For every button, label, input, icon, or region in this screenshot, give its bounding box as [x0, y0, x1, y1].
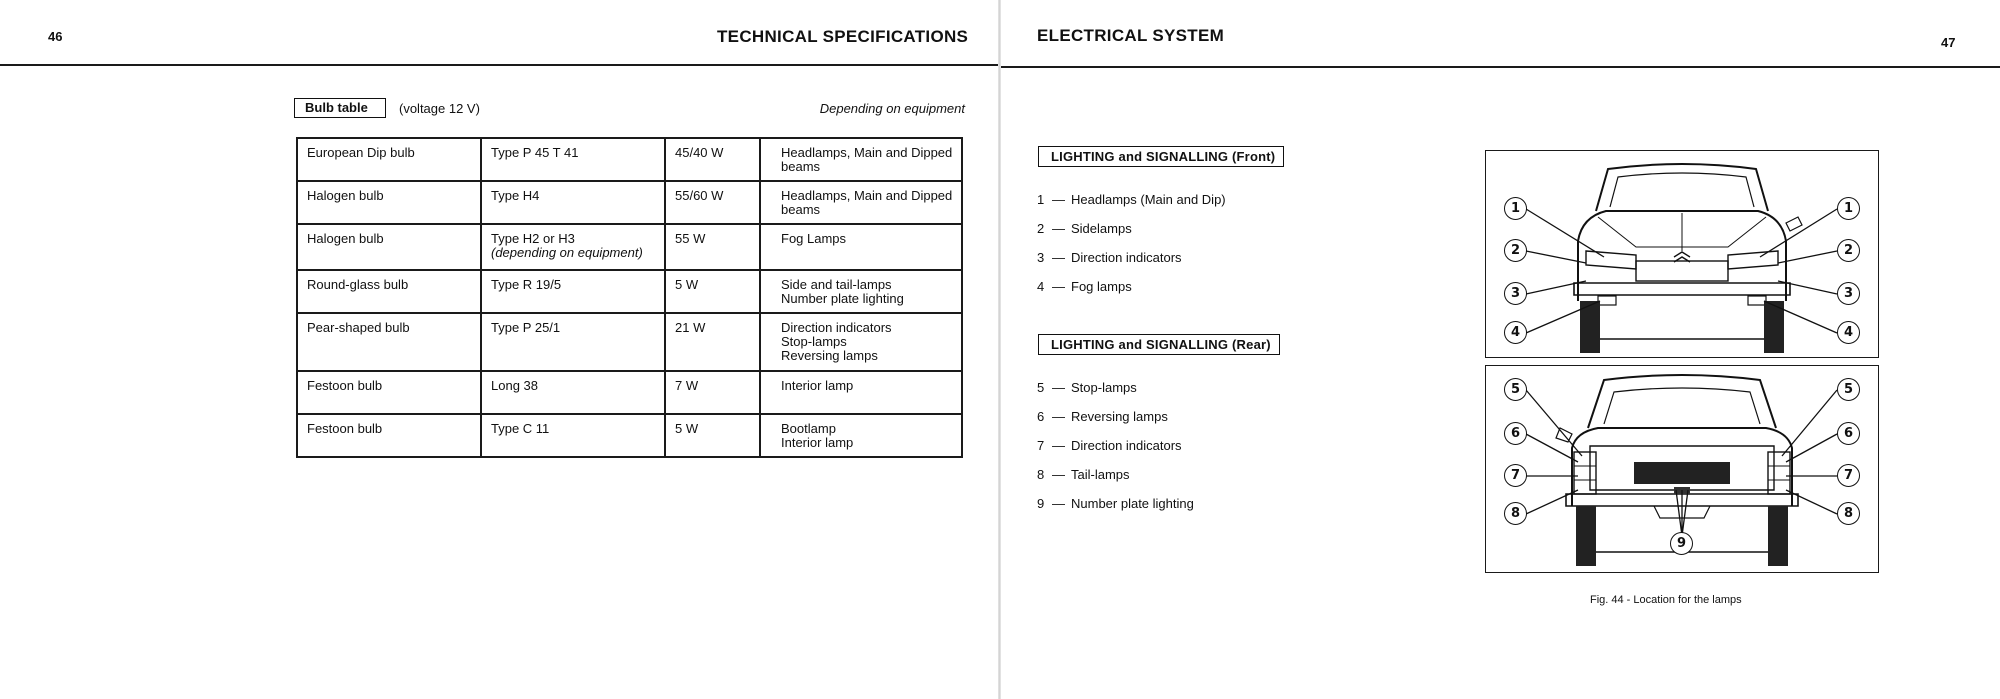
bulb-name-cell: European Dip bulb	[297, 138, 481, 181]
bulb-use-line: Bootlamp	[781, 421, 836, 436]
bulb-name-cell: Halogen bulb	[297, 224, 481, 270]
bulb-type-cell	[481, 371, 665, 414]
callout-number: 8	[1837, 502, 1860, 525]
front-car-drawing	[1486, 151, 1878, 357]
page-number-left: 46	[48, 29, 63, 44]
bulb-name-cell: Festoon bulb	[297, 414, 481, 457]
bulb-power-cell: 7 W	[665, 371, 760, 414]
legend-item	[1037, 380, 1194, 409]
callout-circle	[1837, 239, 1860, 262]
legend-dash: —	[1052, 380, 1065, 395]
front-lighting-title: LIGHTING and SIGNALLING (Front)	[1038, 146, 1284, 167]
bulb-use-line: Direction indicators	[781, 320, 892, 335]
bulb-power-cell: 55 W	[665, 224, 760, 270]
callout-circle	[1837, 464, 1860, 487]
callout-circle	[1504, 239, 1527, 262]
section-header-technical-specifications: TECHNICAL SPECIFICATIONS	[717, 27, 969, 46]
callout-number: 2	[1837, 239, 1860, 262]
callout-circle	[1837, 502, 1860, 525]
bulb-use-cell	[760, 313, 962, 371]
bulb-use-cell	[760, 270, 962, 313]
legend-num: 6	[1037, 409, 1045, 424]
bulb-use-cell	[760, 224, 962, 270]
legend-dash: —	[1052, 250, 1065, 265]
bulb-power-cell: 55/60 W	[665, 181, 760, 224]
bulb-table-row	[297, 414, 962, 457]
callout-number: 1	[1837, 197, 1860, 220]
bulb-table-row	[297, 138, 962, 181]
figure-caption: Fig. 44 - Location for the lamps	[1590, 594, 1742, 606]
legend-num: 9	[1037, 496, 1045, 511]
bulb-type: Type C 11	[491, 421, 550, 436]
page-number-right: 47	[1941, 35, 1956, 50]
bulb-use-line: Headlamps, Main and Dipped	[781, 145, 953, 160]
bulb-power-cell: 5 W	[665, 270, 760, 313]
bulb-table-label: Bulb table	[294, 98, 386, 118]
bulb-use-line: Number plate lighting	[781, 291, 904, 306]
callout-number: 6	[1837, 422, 1860, 445]
bulb-type-cell	[481, 414, 665, 457]
bulb-use-line: Side and tail-lamps	[781, 277, 892, 292]
bulb-type-cell	[481, 270, 665, 313]
callout-circle	[1504, 321, 1527, 344]
rear-lamp-legend	[1037, 380, 1194, 525]
callout-number: 7	[1504, 464, 1527, 487]
bulb-table-row	[297, 181, 962, 224]
legend-num: 1	[1037, 192, 1045, 207]
callout-circle	[1504, 464, 1527, 487]
callout-circle	[1504, 378, 1527, 401]
bulb-type-note: (depending on equipment)	[491, 245, 643, 260]
equipment-note: Depending on equipment	[819, 101, 965, 116]
bulb-use-line: Fog Lamps	[781, 231, 847, 246]
bulb-table-row	[297, 313, 962, 371]
left-page	[0, 0, 998, 699]
legend-item	[1037, 192, 1226, 221]
bulb-power-cell: 21 W	[665, 313, 760, 371]
legend-num: 4	[1037, 279, 1045, 294]
bulb-type: Type H2 or H3	[491, 231, 575, 246]
header-rule-right	[1001, 66, 2000, 68]
legend-num: 2	[1037, 221, 1045, 236]
legend-label: Direction indicators	[1071, 250, 1182, 265]
legend-label: Tail-lamps	[1071, 467, 1130, 482]
legend-label: Reversing lamps	[1071, 409, 1168, 424]
callout-circle	[1837, 321, 1860, 344]
callout-number: 2	[1504, 239, 1527, 262]
callout-number: 9	[1670, 532, 1693, 555]
callout-number: 4	[1504, 321, 1527, 344]
legend-item	[1037, 279, 1226, 308]
legend-item	[1037, 409, 1194, 438]
bulb-use-line: Stop-lamps	[781, 334, 847, 349]
legend-num: 5	[1037, 380, 1045, 395]
legend-dash: —	[1052, 192, 1065, 207]
bulb-table-row	[297, 270, 962, 313]
bulb-type: Type R 19/5	[491, 277, 562, 292]
bulb-use-line: beams	[781, 159, 821, 174]
front-lamp-legend	[1037, 192, 1226, 308]
callout-circle	[1837, 422, 1860, 445]
callout-circle	[1837, 197, 1860, 220]
bulb-use-line: Interior lamp	[781, 378, 854, 393]
bulb-use-cell	[760, 371, 962, 414]
bulb-type-cell	[481, 224, 665, 270]
callout-circle	[1670, 532, 1693, 555]
bulb-use-cell	[760, 414, 962, 457]
legend-label: Sidelamps	[1071, 221, 1132, 236]
callout-circle	[1504, 502, 1527, 525]
callout-circle	[1504, 197, 1527, 220]
bulb-power-cell: 5 W	[665, 414, 760, 457]
callout-number: 3	[1504, 282, 1527, 305]
callout-number: 5	[1504, 378, 1527, 401]
bulb-type: Type P 45 T 41	[491, 145, 579, 160]
legend-num: 3	[1037, 250, 1045, 265]
callout-number: 5	[1837, 378, 1860, 401]
callout-number: 3	[1837, 282, 1860, 305]
bulb-use-line: beams	[781, 202, 821, 217]
rear-car-figure	[1485, 365, 1879, 573]
bulb-type-cell	[481, 313, 665, 371]
bulb-type-cell	[481, 181, 665, 224]
legend-dash: —	[1052, 438, 1065, 453]
callout-circle	[1504, 422, 1527, 445]
bulb-table	[296, 137, 963, 458]
legend-item	[1037, 250, 1226, 279]
front-car-figure	[1485, 150, 1879, 358]
legend-num: 8	[1037, 467, 1045, 482]
callout-number: 8	[1504, 502, 1527, 525]
bulb-use-cell	[760, 138, 962, 181]
legend-dash: —	[1052, 496, 1065, 511]
legend-label: Number plate lighting	[1071, 496, 1194, 511]
rear-lighting-title: LIGHTING and SIGNALLING (Rear)	[1038, 334, 1280, 355]
legend-item	[1037, 221, 1226, 250]
bulb-name-cell: Round-glass bulb	[297, 270, 481, 313]
bulb-table-row	[297, 371, 962, 414]
legend-item	[1037, 467, 1194, 496]
voltage-note: (voltage 12 V)	[399, 101, 480, 116]
bulb-type: Type P 25/1	[491, 320, 561, 335]
callout-number: 4	[1837, 321, 1860, 344]
bulb-table-row	[297, 224, 962, 270]
legend-dash: —	[1052, 221, 1065, 236]
callout-number: 6	[1504, 422, 1527, 445]
bulb-power-cell: 45/40 W	[665, 138, 760, 181]
bulb-use-line: Headlamps, Main and Dipped	[781, 188, 953, 203]
bulb-name-cell: Halogen bulb	[297, 181, 481, 224]
bulb-use-line: Interior lamp	[781, 435, 854, 450]
legend-label: Stop-lamps	[1071, 380, 1137, 395]
callout-number: 7	[1837, 464, 1860, 487]
legend-label: Direction indicators	[1071, 438, 1182, 453]
header-rule-left	[0, 64, 998, 66]
bulb-use-line: Reversing lamps	[781, 348, 878, 363]
legend-dash: —	[1052, 279, 1065, 294]
callout-circle	[1504, 282, 1527, 305]
legend-dash: —	[1052, 409, 1065, 424]
legend-dash: —	[1052, 467, 1065, 482]
bulb-type: Long 38	[491, 378, 538, 393]
bulb-type-cell	[481, 138, 665, 181]
callout-circle	[1837, 378, 1860, 401]
bulb-name-cell: Pear-shaped bulb	[297, 313, 481, 371]
legend-label: Headlamps (Main and Dip)	[1071, 192, 1226, 207]
bulb-use-cell	[760, 181, 962, 224]
legend-item	[1037, 496, 1194, 525]
callout-circle	[1837, 282, 1860, 305]
section-header-electrical-system: ELECTRICAL SYSTEM	[1037, 26, 1225, 45]
bulb-type: Type H4	[491, 188, 540, 203]
callout-number: 1	[1504, 197, 1527, 220]
legend-num: 7	[1037, 438, 1045, 453]
legend-label: Fog lamps	[1071, 279, 1132, 294]
legend-item	[1037, 438, 1194, 467]
bulb-name-cell: Festoon bulb	[297, 371, 481, 414]
